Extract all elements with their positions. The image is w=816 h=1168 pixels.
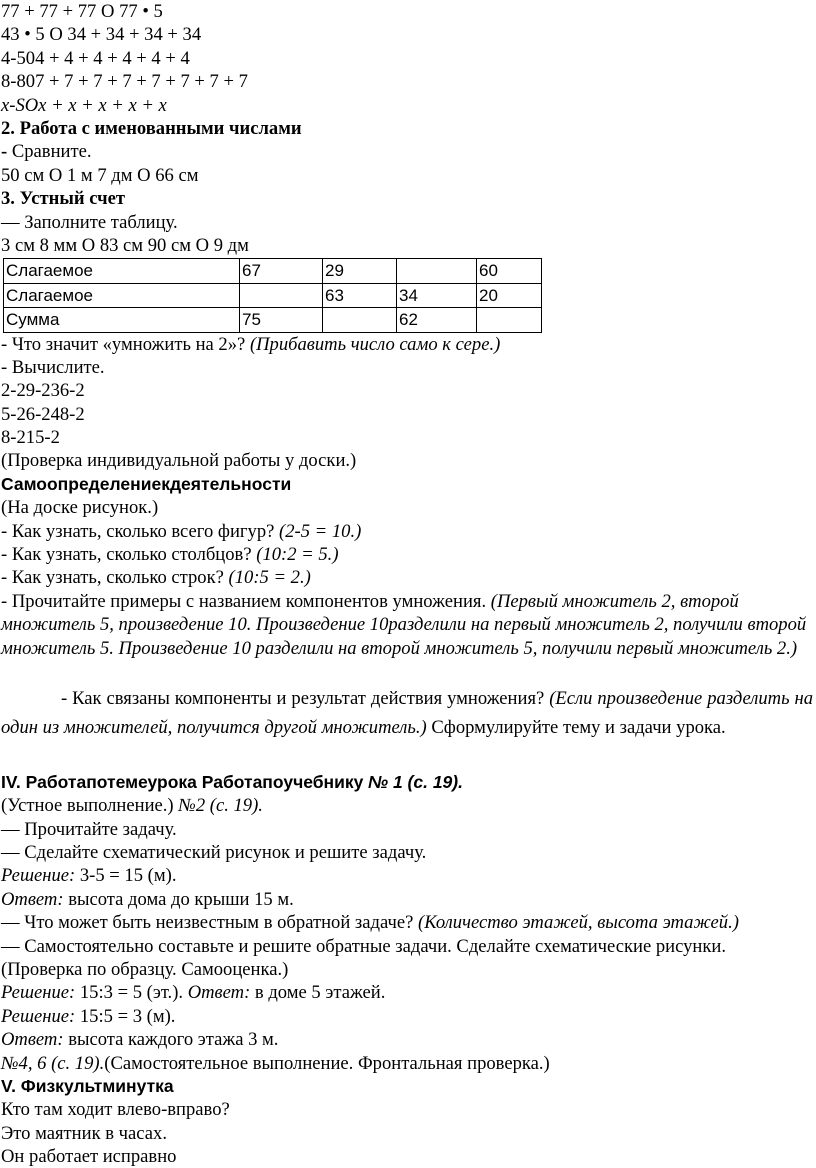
- table-cell: 34: [397, 283, 477, 307]
- check-note-2: (Проверка по образцу. Самооценка.): [1, 958, 289, 980]
- question-answer: (2-5 = 10.): [279, 520, 362, 542]
- answer-text: высота каждого этажа 3 м.: [68, 1029, 279, 1051]
- document-page: [1, 0, 813, 1168]
- calc-line-3: 8-215-2: [1, 427, 60, 449]
- table-row: [4, 308, 542, 332]
- board-note: (На доске рисунок.): [1, 497, 159, 519]
- section-3-example: 3 см 8 мм О 83 см 90 см О 9 дм: [1, 234, 249, 256]
- draw-task: — Сделайте схематический рисунок и решите задачу.: [1, 841, 427, 863]
- compute-task: - Вычислите.: [1, 356, 105, 378]
- expression-line-1: 77 + 77 + 77 О 77 • 5: [1, 1, 163, 22]
- table-cell: 62: [397, 308, 477, 332]
- question-text: - Что значит «умножить на 2»?: [1, 333, 246, 355]
- question-text: - Как узнать, сколько строк?: [1, 567, 224, 589]
- expression-line-2: 43 • 5 О 34 + 34 + 34 + 34: [1, 24, 202, 46]
- question-text: - Прочитайте примеры с названием компонентов умножения.: [1, 590, 487, 612]
- section-4-title: [1, 771, 813, 794]
- question-answer: (Количество этажей, высота этажей.): [418, 912, 739, 934]
- relation-paragraph: - Как связаны компоненты и результат действия умножения? (Если произведение разделить на один из множителей, получится другой множитель.) Сформулируйте тему и задачи урока.: [1, 687, 814, 738]
- poem-line-2: Это маятник в часах.: [1, 1122, 167, 1144]
- read-task: — Прочитайте задачу.: [1, 818, 177, 840]
- refs-text: №4, 6 (с. 19).: [1, 1052, 105, 1074]
- solution-text: 15:5 = 3 (м).: [79, 1005, 176, 1027]
- section-2-title: 2. Работа с именованными числами: [1, 117, 302, 139]
- table-row: [4, 259, 542, 283]
- components-paragraph: [1, 590, 813, 684]
- poem-line-1: Кто там ходит влево-вправо?: [1, 1099, 230, 1121]
- table-cell: 67: [240, 259, 323, 283]
- addition-table: [3, 258, 542, 332]
- question-answer: (10:2 = 5.): [256, 544, 339, 566]
- expression-line-4: 8-807 + 7 + 7 + 7 + 7 + 7 + 7 + 7: [1, 71, 248, 93]
- answer-label: Ответ:: [187, 982, 251, 1004]
- table-cell: Сумма: [4, 308, 240, 332]
- table-cell: Слагаемое: [4, 259, 240, 283]
- section-3-title: 3. Устный счет: [1, 188, 125, 210]
- section-5-title: V. Физкультминутка: [1, 1075, 174, 1096]
- answer-text: высота дома до крыши 15 м.: [68, 888, 294, 910]
- section-2-example: 50 см О 1 м 7 дм О 66 см: [1, 164, 199, 186]
- answer-3: [1, 1028, 813, 1051]
- calc-line-2: 5-26-248-2: [1, 403, 85, 425]
- table-cell: 29: [323, 259, 397, 283]
- section-4-title-text: IV. Работапотемеурока Работапоучебнику: [1, 771, 364, 792]
- answer-text: в доме 5 этажей.: [254, 982, 386, 1004]
- question-text: - Как узнать, сколько всего фигур?: [1, 520, 275, 542]
- question-line: [1, 520, 813, 543]
- answer-1: [1, 888, 813, 911]
- question-answer: (Если произведение разделить на один из множителей, получится другой множитель.): [1, 687, 814, 738]
- oral-ref: №2 (с. 19).: [178, 795, 263, 817]
- solution-text: 15:3 = 5 (эт.).: [79, 982, 184, 1004]
- expression-line-3: 4-504 + 4 + 4 + 4 + 4 + 4: [1, 47, 190, 69]
- question-unknown: [1, 911, 813, 934]
- table-cell: 20: [477, 283, 542, 307]
- oral-text: (Устное выполнение.): [1, 795, 174, 817]
- poem-line-3: Он работает исправно: [1, 1146, 177, 1168]
- expression-line-5: x-SOx + x + x + x + x: [1, 94, 167, 116]
- solution-text: 3-5 = 15 (м).: [79, 865, 177, 887]
- question-text: — Что может быть неизвестным в обратной задаче?: [1, 912, 414, 934]
- table-cell: [477, 308, 542, 332]
- table-cell: [323, 308, 397, 332]
- question-answer: (Первый множитель 2, второй множитель 5, произведение 10. Произведение 10разделили на первый множитель 2, получили второй множитель 5. Произведение 10 разделили на второй множитель 5, получили первый множитель 2.): [1, 590, 807, 659]
- question-line: [1, 543, 813, 566]
- table-row: [4, 283, 542, 307]
- question-text: Как связаны компоненты и результат действия умножения?: [72, 687, 545, 709]
- self-determination-title: Самоопределениекдеятельности: [1, 473, 292, 494]
- question-multiply: [1, 333, 813, 356]
- table-cell: 63: [323, 283, 397, 307]
- section-2-task: [1, 140, 813, 163]
- solution-1: [1, 864, 813, 887]
- table-cell: [397, 259, 477, 283]
- question-answer: (10:5 = 2.): [228, 567, 311, 589]
- table-cell: [240, 283, 323, 307]
- formulate-task: Сформулируйте тему и задачи урока.: [431, 716, 726, 738]
- solution-2: [1, 981, 813, 1004]
- solution-label: Решение:: [1, 1005, 76, 1027]
- refs-line: [1, 1052, 813, 1075]
- table-cell: 60: [477, 259, 542, 283]
- section-3-task: — Заполните таблицу.: [1, 211, 178, 233]
- table-cell: 75: [240, 308, 323, 332]
- section-4-title-ref: № 1 (с. 19).: [368, 771, 463, 792]
- question-text: - Как узнать, сколько столбцов?: [1, 544, 252, 566]
- compare-text: Сравните.: [11, 141, 92, 163]
- question-answer: (Прибавить число само к сере.): [249, 333, 501, 355]
- answer-label: Ответ:: [1, 1029, 64, 1051]
- oral-note: [1, 794, 813, 817]
- check-note: (Проверка индивидуальной работы у доски.): [1, 450, 357, 472]
- calc-line-1: 2-29-236-2: [1, 380, 85, 402]
- dash: -: [1, 141, 8, 163]
- question-line: [1, 566, 813, 589]
- solution-label: Решение:: [1, 865, 76, 887]
- refs-tail: (Самостоятельное выполнение. Фронтальная проверка.): [104, 1052, 550, 1074]
- solution-3: [1, 1005, 813, 1028]
- answer-label: Ответ:: [1, 888, 64, 910]
- reverse-task: — Самостоятельно составьте и решите обратные задачи. Сделайте схематические рисунки.: [1, 935, 726, 957]
- solution-label: Решение:: [1, 982, 76, 1004]
- table-cell: Слагаемое: [4, 283, 240, 307]
